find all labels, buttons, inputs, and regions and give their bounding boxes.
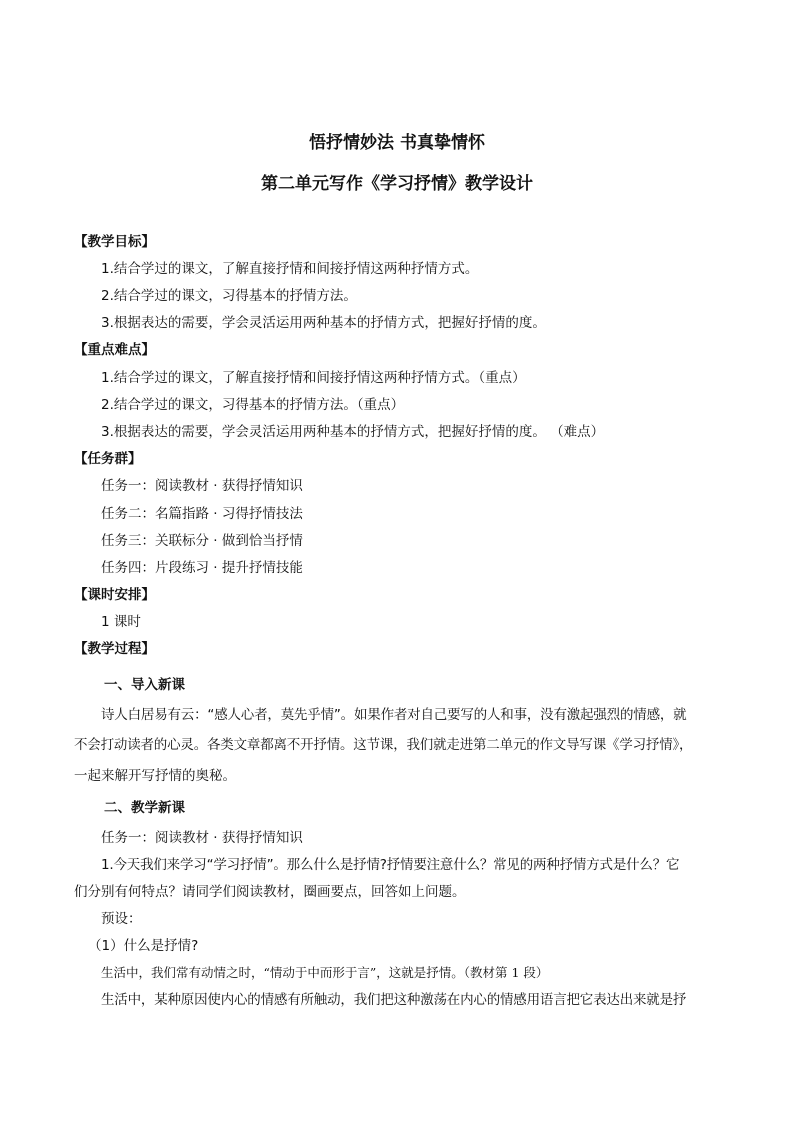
task-item: 任务三：关联标分 · 做到恰当抒情 [101, 533, 303, 549]
schedule-value: 1 课时 [101, 614, 141, 630]
objective-item: 2.结合学过的课文，习得基本的抒情方法。 [101, 288, 357, 304]
task-item: 任务二：名篇指路 · 习得抒情技法 [101, 506, 303, 522]
question-item: （1）什么是抒情? [88, 938, 199, 954]
objectives-heading: 【教学目标】 [74, 234, 155, 250]
textbook-quote: 生活中，我们常有动情之时，“情动于中而形于言”，这就是抒情。（教材第 1 段） [101, 965, 549, 980]
tasks-heading: 【任务群】 [74, 451, 142, 467]
answer-line: 生活中，某种原因使内心的情感有所触动，我们把这种激荡在内心的情感用语言把它表达出来就是抒 [101, 992, 687, 1008]
preset-label: 预设： [101, 911, 142, 927]
document-subtitle: 第二单元写作《学习抒情》教学设计 [261, 174, 533, 194]
question-line: 1.今天我们来学习“学习抒情”。那么什么是抒情?抒情要注意什么？常见的两种抒情方式是什么？它 [101, 857, 680, 873]
key-point-item: 1.结合学过的课文，了解直接抒情和间接抒情这两种抒情方式。（重点） [101, 370, 526, 386]
task-title: 任务一：阅读教材 · 获得抒情知识 [101, 830, 303, 846]
task-item: 任务一：阅读教材 · 获得抒情知识 [101, 478, 303, 494]
process-heading: 【教学过程】 [74, 641, 155, 657]
schedule-heading: 【课时安排】 [74, 587, 155, 603]
question-line: 们分别有何特点？请同学们阅读教材，圈画要点，回答如上问题。 [74, 884, 466, 900]
document-title: 悟抒情妙法 书真挚情怀 [309, 133, 485, 153]
objective-item: 1.结合学过的课文，了解直接抒情和间接抒情这两种抒情方式。 [101, 261, 479, 277]
key-point-item: 3.根据表达的需要，学会灵活运用两种基本的抒情方式，把握好抒情的度。 （难点） [101, 424, 605, 440]
paragraph-line: 诗人白居易有云：“感人心者，莫先乎情”。如果作者对自己要写的人和事，没有激起强烈的情感，就 [101, 707, 687, 723]
section-title: 二、教学新课 [104, 800, 185, 816]
paragraph-line: 不会打动读者的心灵。各类文章都离不开抒情。这节课，我们就走进第二单元的作文导写课《学习抒情》， [74, 737, 693, 753]
key-point-item: 2.结合学过的课文，习得基本的抒情方法。（重点） [101, 397, 405, 413]
task-item: 任务四：片段练习 · 提升抒情技能 [101, 560, 303, 576]
paragraph-line: 一起来解开写抒情的奥秘。 [74, 768, 236, 784]
objective-item: 3.根据表达的需要，学会灵活运用两种基本的抒情方式，把握好抒情的度。 [101, 315, 546, 331]
section-title: 一、导入新课 [104, 677, 185, 693]
key-points-heading: 【重点难点】 [74, 342, 155, 358]
